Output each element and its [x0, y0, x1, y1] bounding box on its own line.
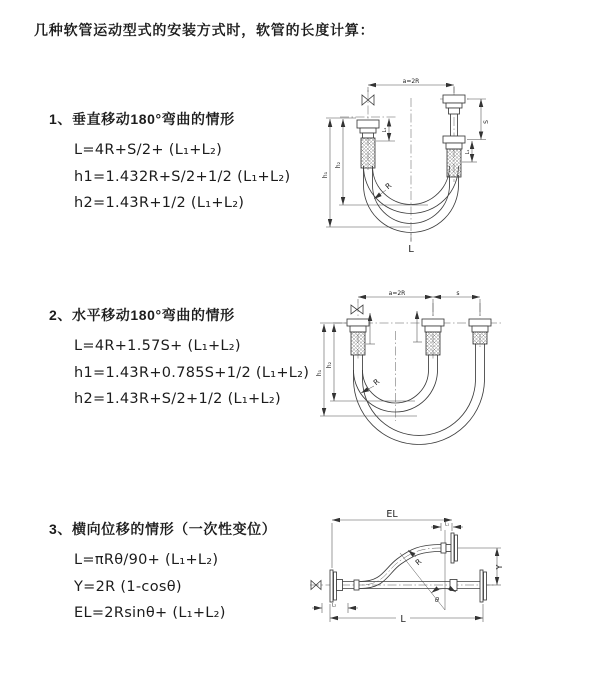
- dim-label-el: EL: [386, 509, 398, 520]
- dim-label-l1: L₁: [465, 149, 471, 155]
- page-title: 几种软管运动型式的安装方式时，软管的长度计算：: [34, 22, 375, 38]
- diagram-horizontal-180-bend: [305, 283, 560, 461]
- formula-line: L=πRθ/90+ (L₁+L₂): [74, 552, 219, 568]
- section-2-formulas: [74, 333, 309, 413]
- section-3-formulas: [74, 547, 226, 627]
- dim-label-l: L: [400, 614, 406, 625]
- dim-label-s: S: [483, 120, 490, 124]
- fitting: [422, 319, 444, 355]
- fitting: [347, 319, 369, 355]
- section-3-heading: 3、横向位移的情形（一次性变位）: [49, 521, 277, 537]
- dim-label-y: Y: [495, 564, 504, 570]
- valve-icon: [351, 305, 363, 314]
- dim-label-h2: h₂: [326, 361, 333, 369]
- dim-label-s: s: [456, 290, 460, 297]
- diagram-lateral-displacement: [298, 503, 583, 653]
- dim-label-h1: h₁: [316, 369, 323, 377]
- formula-line: Y=2R (1-cosθ): [74, 578, 182, 595]
- radius-label: R: [383, 180, 394, 192]
- section-1-heading: 1、垂直移动180°弯曲的情形: [49, 111, 235, 127]
- dim-label-a2r: a=2R: [388, 290, 406, 297]
- dim-label-h2: h₂: [335, 161, 342, 169]
- formula-line: h1=1.43R+0.785S+1/2 (L₁+L₂): [74, 364, 310, 381]
- dim-label-l1: L₁: [382, 127, 388, 133]
- radius-label: R: [371, 376, 382, 388]
- dim-label-l1: L₁: [444, 522, 450, 528]
- formula-line: h2=1.43R+S/2+1/2 (L₁+L₂): [74, 391, 281, 408]
- formula-line: L=4R+1.57S+ (L₁+L₂): [74, 338, 241, 354]
- section-1-formulas: [74, 137, 290, 217]
- formula-line: h2=1.43R+1/2 (L₁+L₂): [74, 195, 245, 212]
- formula-line: L=4R+S/2+ (L₁+L₂): [74, 142, 223, 158]
- upper-right-flange: [441, 533, 458, 563]
- left-fitting: [357, 120, 379, 168]
- lower-right-flange: [450, 570, 487, 602]
- right-fitting: [443, 95, 465, 177]
- diagram-vertical-180-bend: [310, 70, 535, 260]
- left-flange: [330, 570, 360, 602]
- formula-line: h1=1.432R+S/2+1/2 (L₁+L₂): [74, 168, 291, 185]
- length-label: L: [408, 244, 414, 255]
- dim-label-h1: h₁: [322, 171, 329, 179]
- dim-label-a2r: a=2R: [402, 78, 420, 85]
- section-2-heading: 2、水平移动180°弯曲的情形: [49, 307, 235, 323]
- radius-label: R: [413, 556, 424, 568]
- dim-label-l2: L₂: [331, 603, 337, 609]
- angle-label-theta: θ: [435, 596, 439, 604]
- formula-line: EL=2Rsinθ+ (L₁+L₂): [74, 605, 226, 622]
- fitting-moved: [469, 319, 491, 344]
